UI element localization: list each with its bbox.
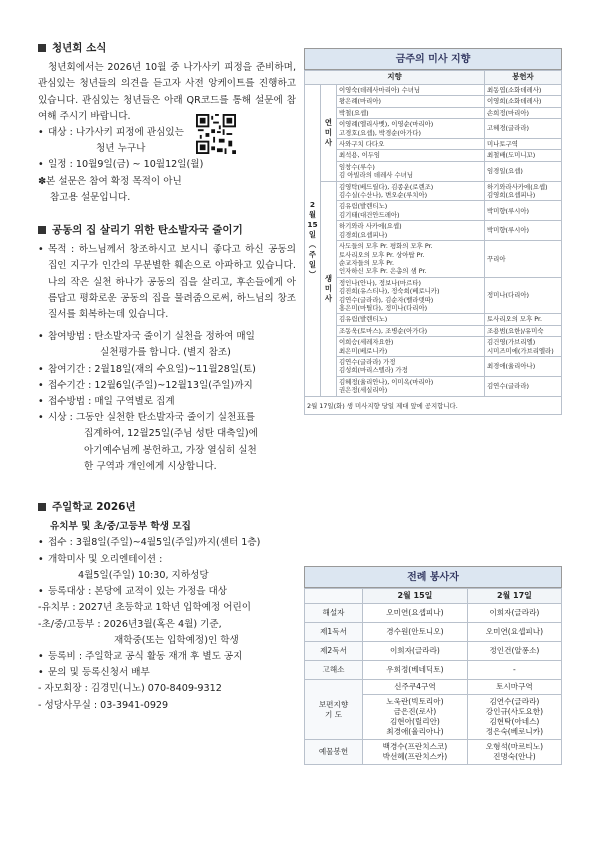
mass-table [304,70,562,397]
servers-col2: 2월 17일 [467,589,561,604]
intent-cell: 박철(요셉) [337,107,485,118]
offerer-cell: 이영희(소화데레사) [485,96,562,107]
prayer-group-1: 신주쿠4구역 [363,680,468,695]
mass-intention-panel [304,48,562,415]
offerer-cell: 김건영(가브리엘) 시미즈미에(가브리엘라) [485,337,562,357]
left-column [38,40,296,714]
school-target: • 등록대상 : 본당에 교적이 있는 가정을 대상 [38,584,296,600]
square-bullet-icon [38,44,46,52]
servers-panel [304,566,562,765]
offerer-cell: 조용범(요한)/유미숙 [485,325,562,336]
mass-row [305,314,562,325]
offerer-cell: 임경일(요셉) [485,161,562,181]
school-contact-2: - 성당사무실 : 03-3941-0929 [38,699,169,711]
carbon-award-2: 집계하여, 12월25일(주님 성탄 대축일)에 [84,428,258,440]
square-bullet-icon [38,226,46,234]
server-name: 우희정(베네딕토) [363,661,468,680]
youth-section [38,40,296,206]
intent-cell: 사와구치 다다오 [337,139,485,150]
offerer-cell: 정미나(다리아) [485,277,562,314]
servers-row [305,623,562,642]
servers-table [304,588,562,765]
mass-row [305,325,562,336]
school-opening-2: 4월5일(주일) 10:30, 지하성당 [78,569,209,581]
offerer-cell: 손희정(마리아) [485,107,562,118]
offer-names-2: 오형석(마르티노) 진명숙(안나) [467,740,561,765]
youth-body: 청년회에서는 2026년 10월 중 나가사키 피정을 준비하며, 관심있는 청년들의 의견을 듣고자 사전 앙케이트를 진행하고 있습니다. 관심있는 청년들은 아래 QR코드를 통해 설문에 참여해 주시기 바랍니다. [38,62,296,122]
servers-col1: 2월 15일 [363,589,468,604]
offerer-cell: 미나토구역 [485,139,562,150]
role-label: 제1독서 [305,623,363,642]
youth-period: • 일정 : 10월9일(금) ~ 10월12일(월) [38,157,296,173]
offerer-cell: 최철배(도미니꼬) [485,150,562,161]
mass-row [305,221,562,241]
intent-cell: 최석용, 이두임 [337,150,485,161]
servers-row [305,604,562,623]
prayer-names-1: 노욱란(빅토리아) 금은진(로사) 김현아(릴리안) 최경애(율리아나) [363,695,468,740]
carbon-receipt: • 접수기간 : 12월6일(주일)~12월13일(주일)까지 [38,378,296,394]
carbon-period: • 참여기간 : 2월18일(재의 수요일)~11월28일(토) [38,362,296,378]
intent-cell: 임창수(루수) 김 아빌라의 데레사 수녀님 [337,161,485,181]
mass-row [305,376,562,396]
offer-label: 예물봉헌 [305,740,363,765]
category-saeng-misa: 생 미 사 [321,181,337,396]
col-intent: 지향 [305,71,485,85]
servers-corner [305,589,363,604]
intent-cell: 조동욱(토마스), 조병순(아가다) [337,325,485,336]
mass-row [305,150,562,161]
school-opening: • 개학미사 및 오리엔테이션 : [38,552,296,568]
carbon-method: • 참여방법 : 탄소발자국 줄이기 실천을 정하여 매일 [38,329,296,345]
qr-code-icon[interactable] [196,114,236,154]
offer-row [305,740,562,765]
carbon-purpose: • 목적 : 하느님께서 창조하시고 보시니 좋다고 하신 공동의 집인 지구가 인간의 무분별한 훼손으로 아파하고 있습니다. 나의 작은 실천 하나가 공동의 집을 살리고, 후손들에게 아름답고 평화로운 공동의 집을 물려줌으로써, 하느님의 창조 질서를 회복하는데 있습니다. [38,242,296,323]
intent-cell: 김영탁(베드릴다), 김종운(로렌조) 김수실(수산나), 변오순(루치아) [337,181,485,201]
role-label: 제2독서 [305,642,363,661]
intent-cell: 김유림(발렌티노) [337,314,485,325]
server-name: 오미연(요셉피나) [467,623,561,642]
col-offerer: 봉헌자 [485,71,562,85]
prayer-group-2: 토시마구역 [467,680,561,695]
mass-row [305,119,562,139]
school-subtitle: 유치부 및 초/중/고등부 학생 모집 [50,521,191,533]
role-label: 고해소 [305,661,363,680]
servers-header-row [305,589,562,604]
school-grade-2: 재학중(또는 입학예정)인 학생 [114,634,239,646]
school-section [38,499,296,714]
server-name: 이희자(글라라) [363,642,468,661]
server-name: 정인건(알퐁소) [467,642,561,661]
intent-cell: 이영례(엘리사벳), 이영순(마리아) 고경호(요셉), 박경순(아가다) [337,119,485,139]
offerer-cell: 최동엽(소화데레사) [485,85,562,96]
offerer-cell: 박미향(루시아) [485,221,562,241]
intent-cell: 사도들의 모후 Pr. 평화의 모후 Pr. 토사리오의 모후 Pr. 상아탑 Pr. 순교자들의 모후 Pr. 인자하신 모후 Pr. 은총의 샘 Pr. [337,241,485,278]
intent-cell: 이희승(세레자요한) 최은미(베로니카) [337,337,485,357]
servers-row [305,661,562,680]
carbon-receipt-method: • 접수방법 : 매일 구역별로 집계 [38,394,296,410]
offerer-cell: 고혜경(글라라) [485,119,562,139]
youth-note-2: 참고용 설문입니다. [50,191,131,203]
mass-date-cell: 2 월 15 일 ︵ 주 일 ︶ [305,85,321,397]
server-name: 이희자(글라라) [467,604,561,623]
school-contact: • 문의 및 등록신청서 배부 [38,665,296,681]
intent-cell: 하기와라 사카에(요셉) 김경희(요셉피나) [337,221,485,241]
offerer-cell: 꾸리아 [485,241,562,278]
mass-row [305,107,562,118]
server-name: 오미연(요셉피나) [363,604,468,623]
offerer-cell: 박미향(루시아) [485,201,562,221]
mass-row [305,161,562,181]
school-receipt: • 접수 : 3월8일(주일)~4월5일(주일)까지(센터 1층) [38,535,296,551]
offerer-cell: 하기와라사카에(요셉) 김영희(요셉피나) [485,181,562,201]
intent-cell: 김연수(글라라) 가정 김성희(마리스텔라) 가정 [337,356,485,376]
mass-row [305,356,562,376]
intent-cell: 김혜정(율리안나), 이미옥(마리아) 권은정(세실리아) [337,376,485,396]
intent-cell: 이영숙(데레사마리아) 수녀님 [337,85,485,96]
carbon-award-3: 아기예수님께 봉헌하고, 가장 열심히 실천 [84,444,257,456]
youth-target-2: 청년 누구나 [96,143,146,155]
school-contact-1: - 자모회장 : 김경민(니노) 070-8409-9312 [38,683,222,695]
square-bullet-icon [38,503,46,511]
mass-header-row [305,71,562,85]
mass-row [305,181,562,201]
youth-target: • 대상 : 나가사키 피정에 관심있는 [38,125,296,141]
server-name: - [467,661,561,680]
mass-row [305,277,562,314]
offerer-cell: 토사리오의 모후 Pr. [485,314,562,325]
category-yeon-misa: 연 미 사 [321,85,337,182]
mass-note: 2월 17일(화) 생 미사지향 당일 제대 앞에 공지합니다. [304,397,562,415]
role-label: 해설자 [305,604,363,623]
carbon-section [38,222,296,475]
mass-row [305,96,562,107]
school-fee: • 등록비 : 주일학교 공식 활동 재개 후 별도 공지 [38,649,296,665]
prayer-names-2: 김연수(글라라) 강인규(사도요한) 김현탁(아네스) 정은숙(베로니카) [467,695,561,740]
offerer-cell: 최경애(율리아나) [485,356,562,376]
server-name: 경수원(안토니오) [363,623,468,642]
servers-title: 전례 봉사자 [304,566,562,588]
youth-title: 청년회 소식 [38,40,296,56]
mass-row [305,241,562,278]
carbon-award: • 시상 : 그동안 실천한 탄소발자국 줄이기 실천표를 [38,410,296,426]
carbon-award-4: 한 구역과 개인에게 시상합니다. [84,460,217,472]
mass-row [305,201,562,221]
carbon-method-2: 실천평가를 합니다. (별지 참조) [100,347,231,359]
carbon-title: 공동의 집 살리기 위한 탄소발자국 줄이기 [38,222,296,238]
prayer-row [305,680,562,695]
school-title: 주일학교 2026년 [38,499,296,515]
mass-title: 금주의 미사 지향 [304,48,562,70]
mass-row [305,337,562,357]
mass-row [305,85,562,96]
school-grade: -초/중/고등부 : 2026년3월(혹은 4월) 기준, [38,618,222,630]
prayer-label: 보편지향 기 도 [305,680,363,740]
servers-row [305,642,562,661]
mass-row [305,139,562,150]
intent-cell: 정인나(안나), 정보나(마르타) 김진희(유스티나), 정숙희(베로니카) 김연수(글라라), 김순자(벨라뎃따) 홍은미(마틸다), 정미나(다리아) [337,277,485,314]
school-kinder: -유치부 : 2027년 초등학교 1학년 입학예정 어린이 [38,602,252,614]
offer-names-1: 백경수(프란치스코) 박선혜(프란치스카) [363,740,468,765]
offerer-cell: 김연수(글라라) [485,376,562,396]
intent-cell: 김유림(발렌티노) 김기태(대건안드레아) [337,201,485,221]
youth-note: ✽본 설문은 참여 확정 목적이 아닌 [38,175,182,187]
intent-cell: 왕은례(마리아) [337,96,485,107]
